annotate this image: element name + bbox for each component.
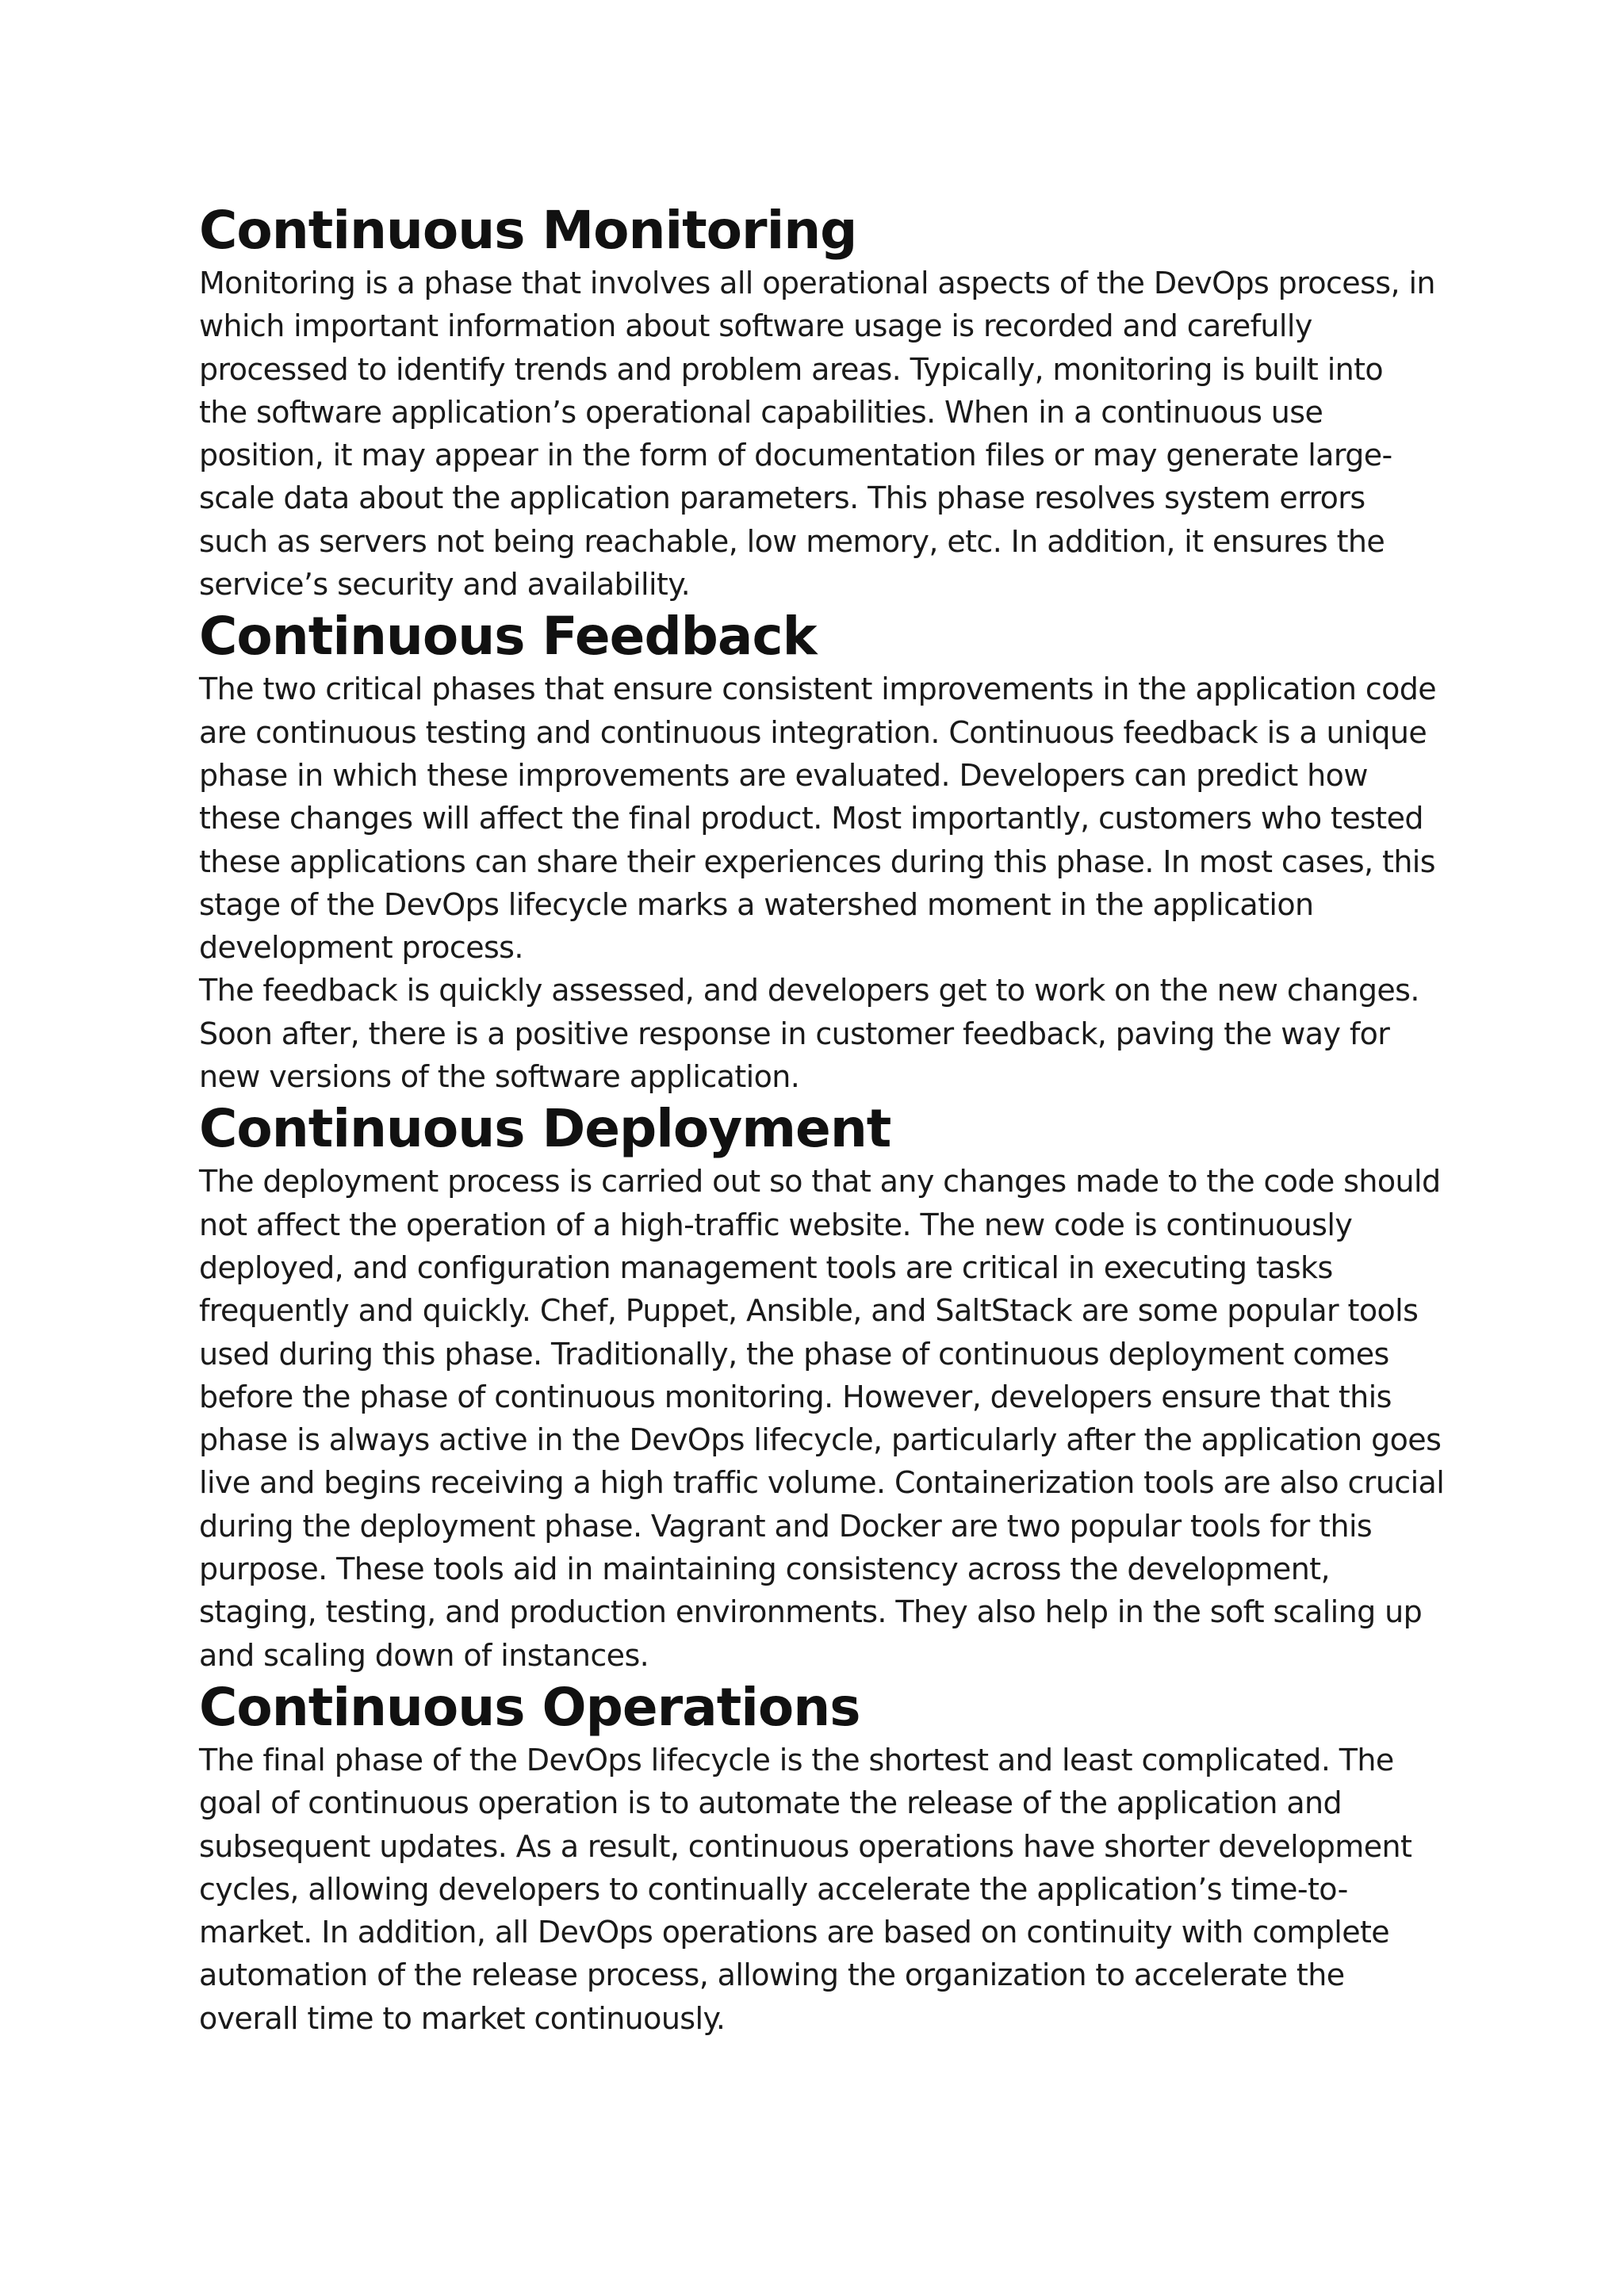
body-paragraph bbox=[199, 1160, 1468, 1677]
body-paragraph bbox=[199, 969, 1468, 1098]
section-3 bbox=[199, 1098, 1468, 1677]
paragraph-line: phase is always active in the DevOps lifecycle, particularly after the application goes bbox=[199, 1422, 1442, 1458]
paragraph-line: are continuous testing and continuous integration. Continuous feedback is a unique bbox=[199, 714, 1427, 750]
section-heading: Continuous Operations bbox=[199, 1676, 860, 1738]
section-2 bbox=[199, 606, 1468, 1098]
paragraph-line: The deployment process is carried out so that any changes made to the code should bbox=[199, 1164, 1441, 1200]
paragraph-line: The final phase of the DevOps lifecycle is the shortest and least complicated. The bbox=[199, 1742, 1394, 1777]
section-heading: Continuous Monitoring bbox=[199, 200, 857, 261]
body-paragraph bbox=[199, 262, 1468, 606]
paragraph-line: not affect the operation of a high-traffic website. The new code is continuously bbox=[199, 1207, 1353, 1242]
paragraph-line: live and begins receiving a high traffic volume. Containerization tools are also crucial bbox=[199, 1465, 1445, 1501]
body-paragraph bbox=[199, 1739, 1468, 2040]
body-paragraph bbox=[199, 668, 1468, 969]
section-heading: Continuous Deployment bbox=[199, 1098, 891, 1160]
paragraph-line: frequently and quickly. Chef, Puppet, Ansible, and SaltStack are some popular tools bbox=[199, 1293, 1419, 1329]
paragraph-line: used during this phase. Traditionally, the phase of continuous deployment comes bbox=[199, 1336, 1389, 1372]
paragraph-line: the software application’s operational capabilities. When in a continuous use bbox=[199, 394, 1323, 430]
paragraph-line: purpose. These tools aid in maintaining consistency across the development, bbox=[199, 1552, 1330, 1587]
paragraph-line: cycles, allowing developers to continually accelerate the application’s time-to- bbox=[199, 1871, 1348, 1907]
paragraph-line: during the deployment phase. Vagrant and Docker are two popular tools for this bbox=[199, 1508, 1373, 1544]
document-page bbox=[199, 200, 1468, 2040]
paragraph-line: scale data about the application parameters. This phase resolves system errors bbox=[199, 480, 1365, 516]
paragraph-line: and scaling down of instances. bbox=[199, 1637, 649, 1673]
paragraph-line: The feedback is quickly assessed, and developers get to work on the new changes. bbox=[199, 973, 1419, 1008]
section-heading: Continuous Feedback bbox=[199, 606, 817, 668]
paragraph-line: The two critical phases that ensure consistent improvements in the application code bbox=[199, 672, 1437, 707]
paragraph-line: deployed, and configuration management tools are critical in executing tasks bbox=[199, 1249, 1333, 1285]
paragraph-line: automation of the release process, allowing the organization to accelerate the bbox=[199, 1957, 1345, 1993]
paragraph-line: new versions of the software application. bbox=[199, 1059, 800, 1095]
paragraph-line: service’s security and availability. bbox=[199, 567, 691, 603]
paragraph-line: development process. bbox=[199, 930, 523, 966]
paragraph-line: Soon after, there is a positive response in customer feedback, paving the way for bbox=[199, 1016, 1390, 1051]
paragraph-line: phase in which these improvements are evaluated. Developers can predict how bbox=[199, 757, 1368, 793]
paragraph-line: processed to identify trends and problem areas. Typically, monitoring is built into bbox=[199, 351, 1384, 387]
paragraph-line: such as servers not being reachable, low memory, etc. In addition, it ensures the bbox=[199, 523, 1385, 559]
paragraph-line: these changes will affect the final product. Most importantly, customers who tested bbox=[199, 801, 1423, 836]
section-4 bbox=[199, 1677, 1468, 2040]
paragraph-line: stage of the DevOps lifecycle marks a watershed moment in the application bbox=[199, 886, 1314, 922]
section-1 bbox=[199, 200, 1468, 606]
paragraph-line: Monitoring is a phase that involves all operational aspects of the DevOps process, in bbox=[199, 266, 1435, 300]
paragraph-line: which important information about software usage is recorded and carefully bbox=[199, 308, 1312, 344]
paragraph-line: position, it may appear in the form of documentation files or may generate large- bbox=[199, 438, 1392, 473]
paragraph-line: goal of continuous operation is to automate the release of the application and bbox=[199, 1785, 1342, 1821]
paragraph-line: market. In addition, all DevOps operations are based on continuity with complete bbox=[199, 1915, 1390, 1950]
paragraph-line: these applications can share their experiences during this phase. In most cases, this bbox=[199, 844, 1435, 879]
paragraph-line: staging, testing, and production environments. They also help in the soft scaling up bbox=[199, 1594, 1423, 1630]
paragraph-line: subsequent updates. As a result, continuous operations have shorter development bbox=[199, 1828, 1412, 1864]
paragraph-line: before the phase of continuous monitoring. However, developers ensure that this bbox=[199, 1379, 1392, 1414]
paragraph-line: overall time to market continuously. bbox=[199, 2000, 726, 2036]
